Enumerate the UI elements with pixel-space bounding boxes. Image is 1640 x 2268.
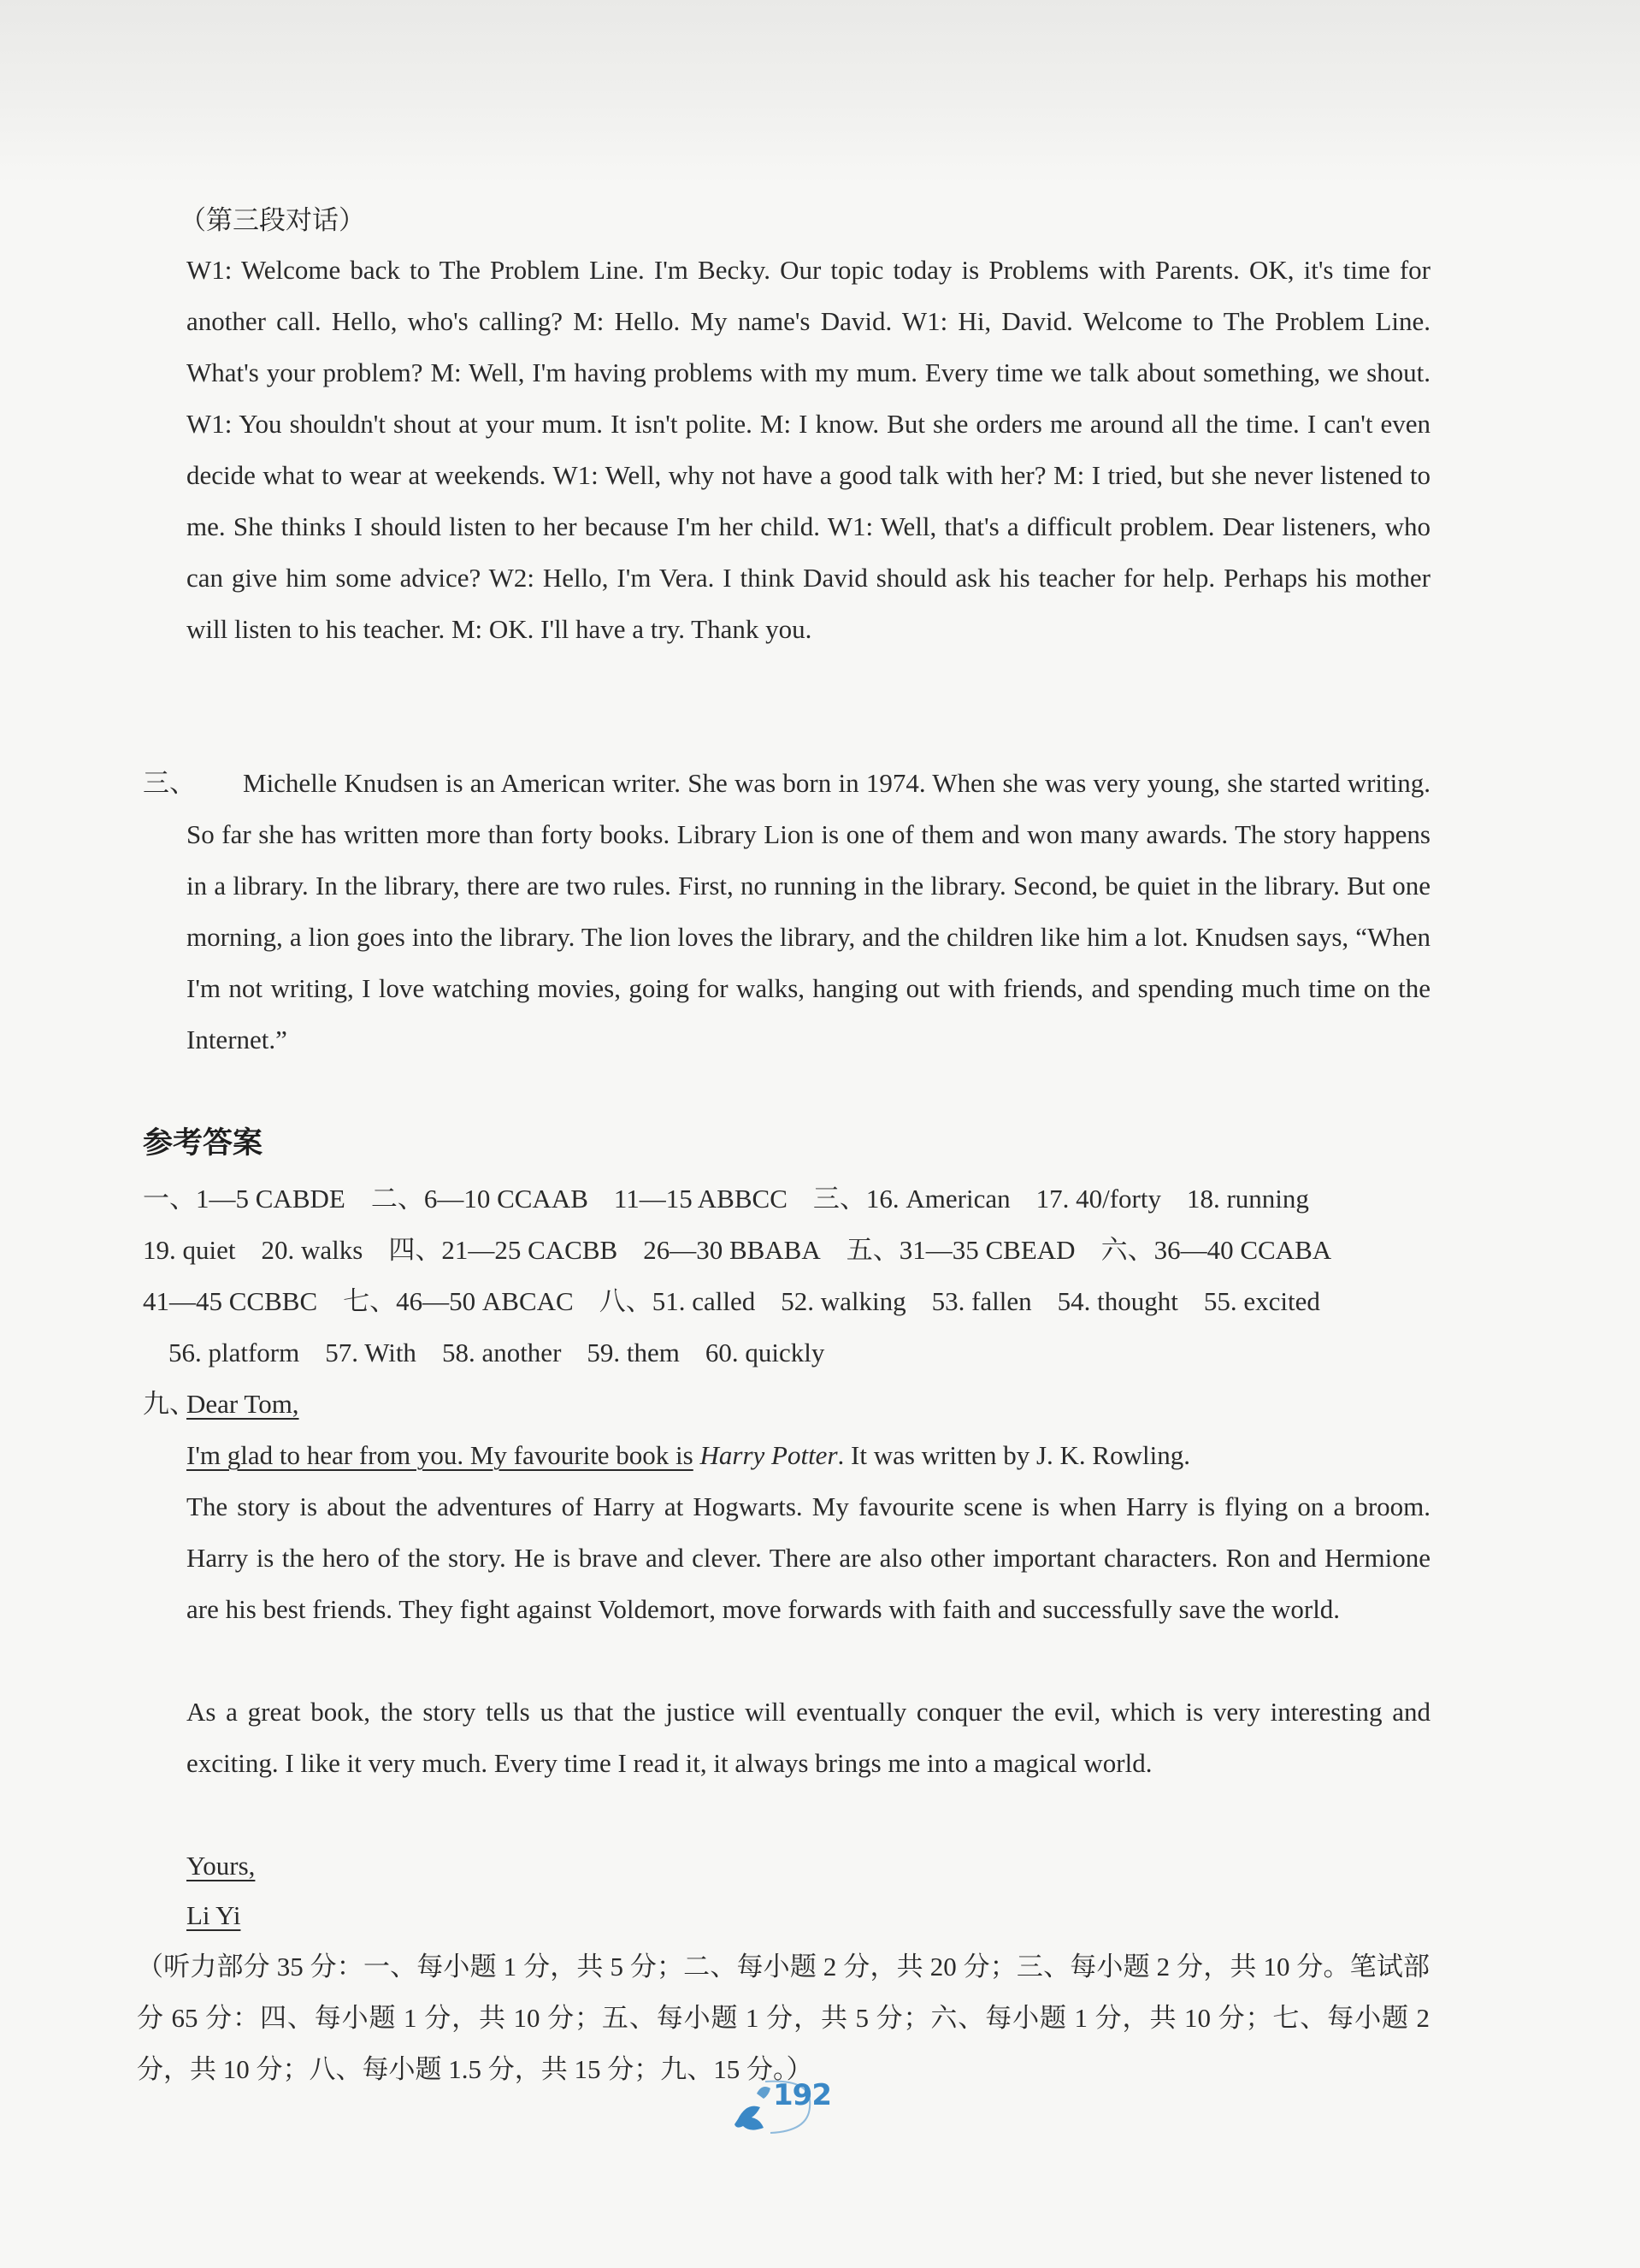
answer-item: 二、6—10 CCAAB [370,1184,588,1214]
page-number: 192 [773,2078,831,2112]
answer-item: 55. excited [1203,1286,1320,1316]
answer-item: 58. another [441,1338,562,1367]
answer-row [143,1327,1434,1379]
answer-row [143,1173,1434,1225]
essay-first-line-rest: . It was written by J. K. Rowling. [837,1440,1190,1470]
section3-title: （第三段对话） [180,205,365,235]
part3-passage: Michelle Knudsen is an American writer. She was born in 1974. When she was very young, she started writing. So far she has written more than forty books. Library Lion is one of them and won many awards. The story happens in a library. In the library, there are two rules. First, no running in the library. Second, be quiet in the library. But one morning, a lion goes into the library. The lion loves the library, and the children like him a lot. Knudsen says, “When I'm not writing, I love watching movies, going for walks, hanging out with friends, and spending much time on the Internet.” [186,768,1431,1054]
answer-item: 41—45 CCBBC [143,1286,318,1316]
answer-heading: 参考答案 [143,1126,263,1161]
answer-item: 四、21—25 CACBB [388,1235,618,1265]
answer-row [143,1276,1434,1327]
answer-item: 26—30 BBABA [643,1235,821,1265]
answer-row [143,1225,1434,1276]
answer-item: 六、36—40 CCABA [1100,1235,1332,1265]
answer-item: 54. thought [1057,1286,1178,1316]
answer-item: 18. running [1186,1184,1309,1214]
answer-item: 三、16. American [812,1184,1011,1214]
answer-item: 59. them [587,1338,680,1367]
answer-item: 19. quiet [143,1235,236,1265]
answer-item: 一、1—5 CABDE [143,1184,345,1214]
answer-item: 七、46—50 ABCAC [343,1286,574,1316]
answer-item: 57. With [325,1338,416,1367]
essay-marker: 九、 [143,1389,196,1419]
answer-item: 17. 40/forty [1035,1184,1161,1214]
answer-item: 53. fallen [931,1286,1032,1316]
answer-item: 56. platform [168,1338,300,1367]
dialogue-transcript: W1: Welcome back to The Problem Line. I'm Becky. Our topic today is Problems with Parents. OK, it's time for another call. Hello, who's calling? M: Hello. My name's David. W1: Hi, David. Welcome to The Problem Line. What's your problem? M: Well, I'm having problems with my mum. Every time we talk about something, we shout. W1: You shouldn't shout at your mum. It isn't polite. M: I know. But she orders me around all the time. I can't even decide what to wear at weekends. W1: Well, why not have a good talk with her? M: I tried, but she never listened to me. She thinks I should listen to her because I'm her child. W1: Well, that's a difficult problem. Dear listeners, who can give him some advice? W2: Hello, I'm Vera. I think David should ask his teacher for help. Perhaps his mother will listen to his teacher. M: OK. I'll have a try. Thank you. [186,255,1431,644]
answer-item: 60. quickly [705,1338,825,1367]
scoring-note: （听力部分 35 分：一、每小题 1 分，共 5 分；二、每小题 2 分，共 20 分；三、每小题 2 分，共 10 分。笔试部分 65 分：四、每小题 1 分，共 10 分；五、每小题 1 分，共 5 分；六、每小题 1 分，共 10 分；七、每小题 2 分，共 10 分；八、每小题 1.5 分，共 15 分；九、15 分。） [137,1952,1430,2084]
essay-paragraph-2: As a great book, the story tells us that the justice will eventually conquer the evil, which is very interesting and exciting. I like it very much. Every time I read it, it always brings me into a magical world. [186,1697,1431,1778]
answer-item: 11—15 ABBCC [613,1184,788,1214]
part3-marker: 三、 [143,768,196,798]
answer-item: 五、31—35 CBEAD [846,1235,1076,1265]
essay-closing: Yours, [186,1851,256,1881]
answer-item: 20. walks [261,1235,363,1265]
answer-list [143,1173,1434,1379]
book-title: Harry Potter [699,1440,838,1470]
essay-greeting: Dear Tom, [186,1389,299,1419]
answer-item: 八、51. called [599,1286,756,1316]
essay-first-line-start: I'm glad to hear from you. My favourite book is [186,1440,693,1470]
essay-first-line [186,1430,1431,1481]
essay-signature: Li Yi [186,1900,241,1930]
answer-item: 52. walking [781,1286,906,1316]
essay-paragraph-1: The story is about the adventures of Harry at Hogwarts. My favourite scene is when Harry is flying on a broom. Harry is the hero of the story. He is brave and clever. There are also other important characters. Ron and Hermione are his best friends. They fight against Voldemort, move forwards with faith and successfully save the world. [186,1491,1431,1624]
